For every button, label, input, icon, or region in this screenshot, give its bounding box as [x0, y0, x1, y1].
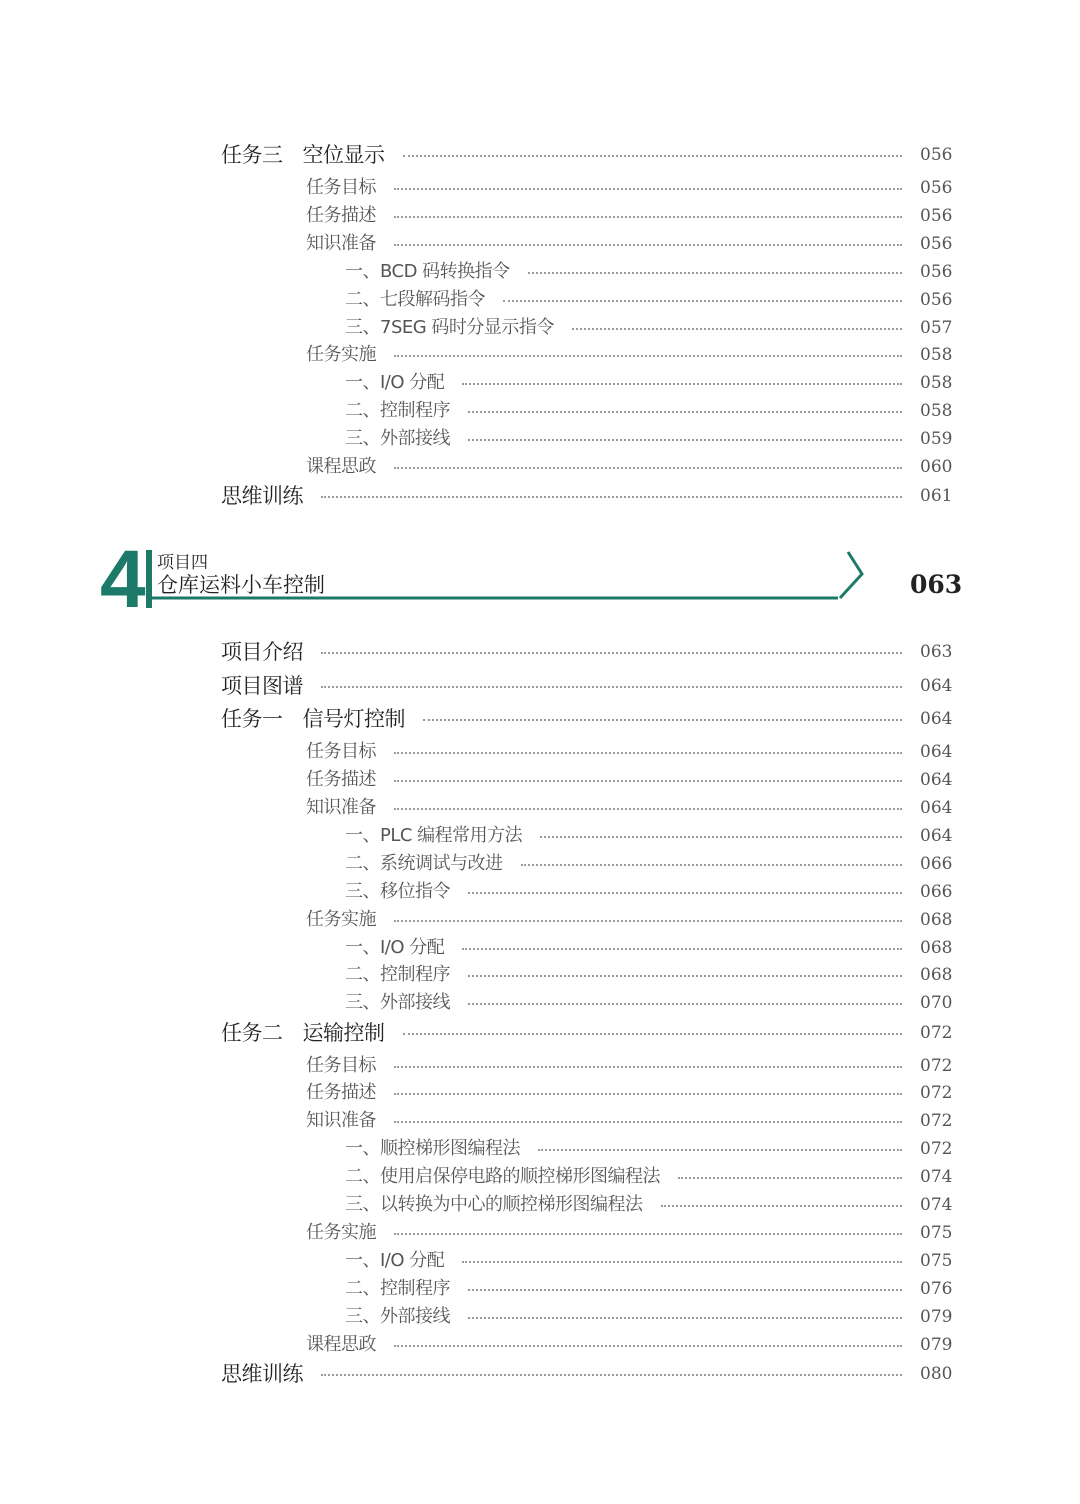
toc-entry-title: 三、7SEG 码时分显示指令: [345, 317, 554, 338]
toc-entry-label: [345, 1275, 450, 1303]
toc-leader-dots: [321, 1374, 902, 1376]
toc-entry-label: [345, 1247, 444, 1275]
toc-entry-label: [345, 822, 522, 850]
toc-entry-label: [221, 482, 303, 510]
toc-page-number: 072: [920, 1111, 953, 1131]
toc-entry-label: [345, 878, 450, 906]
toc-entry-title: 一、I/O 分配: [345, 372, 445, 393]
toc-leader-dots: [394, 808, 902, 810]
toc-entry: [0, 1163, 1080, 1191]
toc-task-name: 空位显示: [302, 143, 385, 167]
toc-entry-label: [345, 934, 444, 962]
toc-page-number: 056: [920, 290, 953, 310]
toc-page-number: 079: [920, 1335, 953, 1355]
toc-entry: [0, 638, 1080, 666]
toc-leader-dots: [394, 1093, 902, 1095]
toc-entry-title: 二、系统调试与改进: [345, 853, 503, 874]
toc-entry: [0, 314, 1080, 342]
toc-entry-title: 三、外部接线: [345, 992, 450, 1013]
toc-entry-title: 任务目标: [306, 741, 376, 762]
toc-entry: [0, 1052, 1080, 1080]
toc-entry: [0, 1275, 1080, 1303]
toc-entry-label: [306, 1079, 376, 1107]
toc-leader-dots: [678, 1177, 902, 1179]
toc-page-number: 074: [920, 1195, 953, 1215]
toc-leader-dots: [394, 1121, 902, 1123]
toc-page-number: 056: [920, 234, 953, 254]
toc-entry: [0, 1019, 1080, 1047]
toc-leader-dots: [394, 355, 902, 357]
toc-entry-title: 项目介绍: [221, 640, 303, 664]
toc-page-number: 066: [920, 854, 953, 874]
toc-entry-label: [306, 794, 376, 822]
toc-entry-title: 知识准备: [306, 233, 376, 254]
toc-entry: [0, 934, 1080, 962]
toc-entry-title: 三、移位指令: [345, 881, 450, 902]
toc-page-number: 064: [920, 798, 953, 818]
toc-page-number: 068: [920, 910, 953, 930]
toc-entry: [0, 705, 1080, 733]
toc-page-number: 059: [920, 429, 953, 449]
toc-entry-label: [345, 286, 485, 314]
toc-entry-label: [221, 672, 303, 700]
toc-entry-title: 一、I/O 分配: [345, 937, 445, 958]
toc-entry: [0, 1303, 1080, 1331]
toc-entry: [0, 961, 1080, 989]
chapter-number: 4: [100, 534, 146, 625]
toc-page-number: 068: [920, 965, 953, 985]
toc-leader-dots: [394, 1345, 902, 1347]
toc-entry-label: [345, 258, 510, 286]
toc-page-number: 072: [920, 1139, 953, 1159]
toc-entry-title: 二、七段解码指令: [345, 289, 485, 310]
toc-leader-dots: [540, 836, 902, 838]
toc-page-number: 070: [920, 993, 953, 1013]
toc-entry-label: [345, 850, 503, 878]
toc-entry-label: [221, 638, 303, 666]
toc-entry-title: 任务一: [221, 707, 283, 731]
toc-leader-dots: [468, 1003, 902, 1005]
toc-page-number: 064: [920, 676, 953, 696]
toc-page-number: 075: [920, 1251, 953, 1271]
toc-entry: [0, 794, 1080, 822]
toc-leader-dots: [462, 1261, 902, 1263]
toc-entry-title: 课程思政: [306, 1334, 376, 1355]
chapter-accent-bar: [146, 550, 152, 608]
toc-leader-dots: [538, 1149, 902, 1151]
toc-entry: [0, 672, 1080, 700]
toc-entry-label: [345, 1303, 450, 1331]
toc-entry-label: [221, 1019, 385, 1047]
toc-leader-dots: [462, 948, 902, 950]
toc-leader-dots: [528, 272, 902, 274]
toc-leader-dots: [521, 864, 902, 866]
toc-entry-label: [345, 1191, 643, 1219]
toc-entry-title: 二、控制程序: [345, 964, 450, 985]
toc-task-name: 运输控制: [302, 1021, 385, 1045]
toc-entry-title: 任务描述: [306, 769, 376, 790]
toc-entry-label: [221, 141, 385, 169]
toc-entry-title: 知识准备: [306, 1110, 376, 1131]
toc-page-number: 056: [920, 206, 953, 226]
toc-entry: [0, 453, 1080, 481]
toc-entry: [0, 286, 1080, 314]
toc-entry-title: 任务描述: [306, 1082, 376, 1103]
toc-page-number: 058: [920, 401, 953, 421]
toc-page-number: 068: [920, 938, 953, 958]
toc-entry-label: [345, 397, 450, 425]
toc-leader-dots: [661, 1205, 902, 1207]
toc-page-number: 066: [920, 882, 953, 902]
toc-page-number: 061: [920, 486, 953, 506]
chapter-page-number: 063: [910, 570, 963, 599]
toc-entry: [0, 1191, 1080, 1219]
toc-page-number: 064: [920, 770, 953, 790]
toc-entry: [0, 425, 1080, 453]
toc-page-number: 064: [920, 826, 953, 846]
toc-page-number: 080: [920, 1364, 953, 1384]
toc-entry-title: 项目图谱: [221, 674, 303, 698]
toc-entry-label: [345, 961, 450, 989]
toc-entry-title: 二、控制程序: [345, 1278, 450, 1299]
toc-leader-dots: [468, 1289, 902, 1291]
toc-entry-label: [306, 1331, 376, 1359]
toc-entry: [0, 1247, 1080, 1275]
toc-entry: [0, 482, 1080, 510]
toc-entry-label: [345, 1163, 660, 1191]
toc-entry: [0, 1331, 1080, 1359]
chapter-header: [0, 534, 1080, 625]
toc-page-number: 058: [920, 345, 953, 365]
toc-entry-title: 任务实施: [306, 1222, 376, 1243]
toc-entry-label: [306, 1219, 376, 1247]
toc-leader-dots: [403, 1033, 902, 1035]
toc-leader-dots: [462, 383, 902, 385]
toc-entry-label: [306, 453, 376, 481]
toc-entry-label: [306, 230, 376, 258]
toc-leader-dots: [394, 1066, 902, 1068]
toc-entry: [0, 1219, 1080, 1247]
toc-page-number: 057: [920, 318, 953, 338]
toc-leader-dots: [321, 686, 902, 688]
toc-leader-dots: [394, 467, 902, 469]
toc-entry-title: 任务实施: [306, 909, 376, 930]
toc-leader-dots: [468, 439, 902, 441]
toc-entry-label: [306, 1052, 376, 1080]
toc-leader-dots: [394, 244, 902, 246]
chapter-title: 仓库运料小车控制: [157, 573, 325, 597]
toc-entry: [0, 906, 1080, 934]
toc-leader-dots: [572, 328, 902, 330]
toc-entry-title: 思维训练: [221, 1362, 303, 1386]
toc-leader-dots: [468, 892, 902, 894]
toc-leader-dots: [403, 155, 902, 157]
toc-entry-label: [345, 989, 450, 1017]
toc-page-number: 063: [920, 642, 953, 662]
toc-leader-dots: [423, 719, 902, 721]
toc-entry: [0, 141, 1080, 169]
toc-entry: [0, 174, 1080, 202]
toc-entry-label: [306, 906, 376, 934]
toc-entry: [0, 738, 1080, 766]
toc-leader-dots: [321, 652, 902, 654]
toc-entry-title: 一、顺控梯形图编程法: [345, 1138, 520, 1159]
toc-entry-label: [306, 738, 376, 766]
toc-entry: [0, 397, 1080, 425]
toc-page-number: 074: [920, 1167, 953, 1187]
toc-entry-label: [221, 705, 405, 733]
toc-entry-title: 任务二: [221, 1021, 283, 1045]
toc-page-number: 072: [920, 1056, 953, 1076]
toc-leader-dots: [394, 752, 902, 754]
toc-entry-title: 任务三: [221, 143, 283, 167]
toc-entry: [0, 1360, 1080, 1388]
toc-entry-label: [345, 425, 450, 453]
toc-leader-dots: [321, 496, 902, 498]
toc-entry-title: 知识准备: [306, 797, 376, 818]
toc-leader-dots: [394, 188, 902, 190]
toc-page-number: 072: [920, 1023, 953, 1043]
toc-entry: [0, 258, 1080, 286]
toc-page-number: 076: [920, 1279, 953, 1299]
toc-leader-dots: [394, 1233, 902, 1235]
toc-entry: [0, 1079, 1080, 1107]
toc-entry-title: 三、外部接线: [345, 1306, 450, 1327]
toc-task-name: 信号灯控制: [302, 707, 405, 731]
toc-entry-label: [221, 1360, 303, 1388]
toc-leader-dots: [468, 411, 902, 413]
toc-page-number: 064: [920, 742, 953, 762]
toc-entry-label: [345, 314, 554, 342]
toc-page-number: 064: [920, 709, 953, 729]
toc-page-number: 056: [920, 145, 953, 165]
toc-entry: [0, 850, 1080, 878]
toc-entry-title: 任务描述: [306, 205, 376, 226]
toc-entry-title: 思维训练: [221, 484, 303, 508]
toc-entry-title: 二、使用启保停电路的顺控梯形图编程法: [345, 1166, 660, 1187]
toc-entry-label: [306, 202, 376, 230]
toc-entry-title: 任务实施: [306, 344, 376, 365]
toc-entry-title: 一、PLC 编程常用方法: [345, 825, 523, 846]
toc-entry-title: 任务目标: [306, 1055, 376, 1076]
toc-entry: [0, 202, 1080, 230]
toc-entry-label: [306, 1107, 376, 1135]
toc-entry-title: 一、BCD 码转换指令: [345, 261, 510, 282]
chapter-subtitle: 项目四: [157, 553, 208, 573]
toc-entry-title: 任务目标: [306, 177, 376, 198]
toc-leader-dots: [468, 1317, 902, 1319]
toc-page-number: 079: [920, 1307, 953, 1327]
toc-leader-dots: [503, 300, 902, 302]
toc-page-number: 056: [920, 262, 953, 282]
toc-page-number: 075: [920, 1223, 953, 1243]
toc-entry-title: 三、外部接线: [345, 428, 450, 449]
toc-leader-dots: [468, 975, 902, 977]
toc-leader-dots: [394, 780, 902, 782]
toc-entry: [0, 766, 1080, 794]
toc-leader-dots: [394, 216, 902, 218]
toc-page-number: 072: [920, 1083, 953, 1103]
toc-entry: [0, 1107, 1080, 1135]
toc-entry-label: [306, 341, 376, 369]
toc-page-number: 060: [920, 457, 953, 477]
toc-entry: [0, 989, 1080, 1017]
toc-entry: [0, 1135, 1080, 1163]
toc-entry-label: [306, 766, 376, 794]
toc-entry: [0, 822, 1080, 850]
toc-entry-title: 课程思政: [306, 456, 376, 477]
toc-entry: [0, 878, 1080, 906]
toc-entry-label: [345, 1135, 520, 1163]
toc-entry-title: 二、控制程序: [345, 400, 450, 421]
toc-page-number: 056: [920, 178, 953, 198]
toc-entry-title: 一、I/O 分配: [345, 1250, 445, 1271]
toc-page-number: 058: [920, 373, 953, 393]
toc-leader-dots: [394, 920, 902, 922]
toc-entry-label: [345, 369, 444, 397]
toc-entry-title: 三、以转换为中心的顺控梯形图编程法: [345, 1194, 643, 1215]
toc-entry-label: [306, 174, 376, 202]
toc-entry: [0, 230, 1080, 258]
toc-entry: [0, 369, 1080, 397]
toc-entry: [0, 341, 1080, 369]
